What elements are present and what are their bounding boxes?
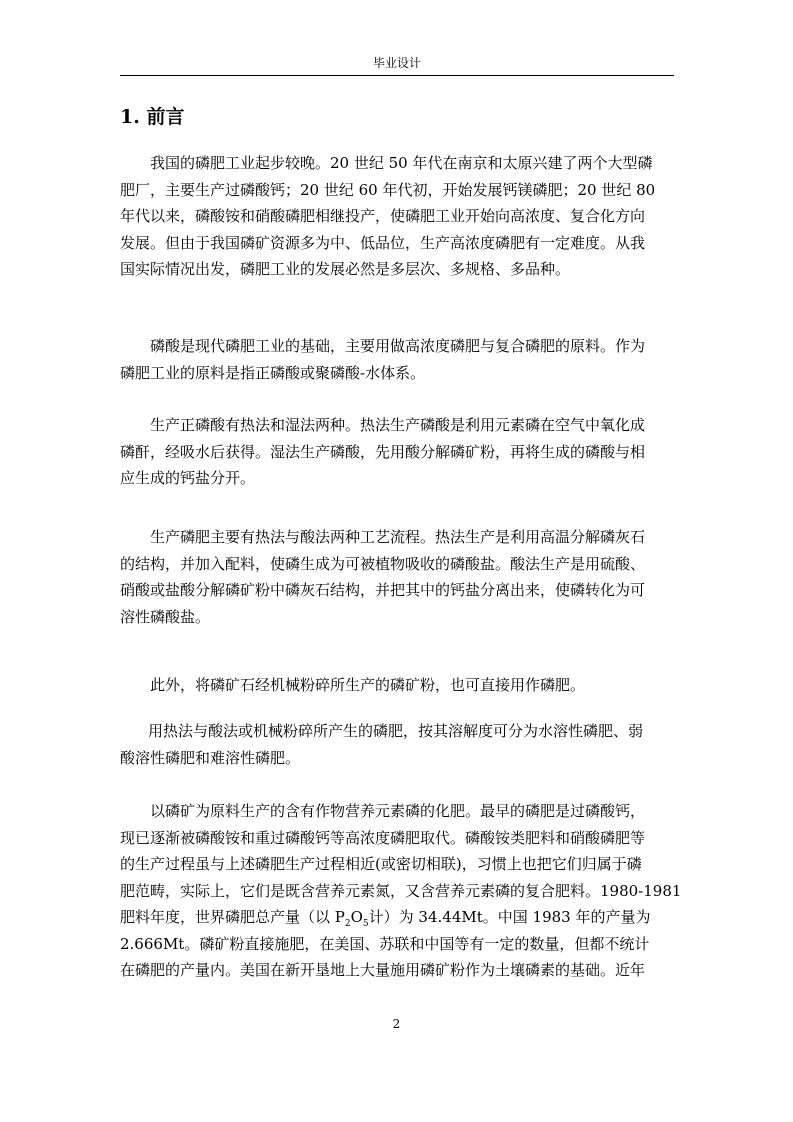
section-heading [120, 105, 184, 129]
paragraph-6 [120, 718, 674, 771]
text-line: 我国的磷肥工业起步较晚。20 世纪 50 年代在南京和太原兴建了两个大型磷 [150, 154, 653, 172]
text-line: 此外，将磷矿石经机械粉碎所生产的磷矿粉，也可直接用作磷肥。 [150, 676, 586, 694]
paragraph-2 [120, 333, 674, 386]
page-number: 2 [392, 1017, 401, 1031]
subscript: 5 [362, 919, 369, 929]
text-line: 用热法与酸法或机械粉碎所产生的磷肥，按其溶解度可分为水溶性磷肥、弱 [148, 722, 644, 740]
text-line: 的结构，并加入配料，使磷生成为可被植物吸收的磷酸盐。酸法生产是用硫酸、 [120, 554, 646, 573]
paragraph-5 [120, 672, 674, 699]
paragraph-1 [120, 150, 674, 283]
text-line: 发展。但由于我国磷矿资源多为中、低品位，生产高浓度磷肥有一定难度。从我 [120, 233, 646, 252]
text-segment: 肥料年度，世界磷肥总产量（以 P [120, 908, 345, 926]
text-line: 磷酐，经吸水后获得。湿法生产磷酸，先用酸分解磷矿粉，再将生成的磷酸与相 [120, 442, 646, 461]
text-line: 酸溶性磷肥和难溶性磷肥。 [120, 748, 301, 767]
paragraph-4 [120, 524, 674, 630]
text-line: 肥范畴，实际上，它们是既含营养元素氮，又含营养元素磷的复合肥料。1980-1981 [120, 881, 682, 900]
text-line: 在磷肥的产量内。美国在新开垦地上大量施用磷矿粉作为土壤磷素的基础。近年 [120, 961, 646, 979]
text-line: 磷肥工业的原料是指正磷酸或聚磷酸-水体系。 [120, 363, 426, 382]
text-line: 生产正磷酸有热法和湿法两种。热法生产磷酸是利用元素磷在空气中氧化成 [150, 416, 646, 434]
text-line: 以磷矿为原料生产的含有作物营养元素磷的化肥。最早的磷肥是过磷酸钙， [150, 802, 646, 820]
text-line: 国实际情况出发，磷肥工业的发展必然是多层次、多规格、多品种。 [120, 260, 571, 278]
section-title: 前言 [146, 106, 185, 128]
subscript: 2 [344, 919, 351, 929]
text-line: 硝酸或盐酸分解磷矿粉中磷灰石结构，并把其中的钙盐分离出来，使磷转化为可 [120, 581, 646, 599]
header-divider [120, 75, 674, 76]
text-line: 2.666Mt。磷矿粉直接施肥，在美国、苏联和中国等有一定的数量，但都不统计 [120, 934, 650, 953]
page-header: 毕业设计 [372, 56, 421, 70]
paragraph-3 [120, 412, 674, 492]
paragraph-7 [120, 798, 682, 984]
text-line: 磷酸是现代磷肥工业的基础，主要用做高浓度磷肥与复合磷肥的原料。作为 [150, 337, 646, 355]
text-line: 的生产过程虽与上述磷肥生产过程相近(或密切相联)，习惯上也把它们归属于磷 [120, 855, 642, 873]
text-segment: O [350, 908, 363, 926]
text-line: 生产磷肥主要有热法与酸法两种工艺流程。热法生产是利用高温分解磷灰石 [150, 528, 646, 546]
text-line: 溶性磷酸盐。 [120, 607, 211, 626]
text-line: 应生成的钙盐分开。 [120, 469, 256, 487]
text-line: 年代以来，磷酸铵和硝酸磷肥相继投产，使磷肥工业开始向高浓度、复合化方向 [120, 207, 646, 225]
text-line: 肥厂，主要生产过磷酸钙；20 世纪 60 年代初，开始发展钙镁磷肥；20 世纪 80 [120, 180, 656, 199]
section-number: 1. [120, 106, 140, 128]
text-line: 现已逐渐被磷酸铵和重过磷酸钙等高浓度磷肥取代。磷酸铵类肥料和硝酸磷肥等 [120, 828, 646, 847]
text-segment: 计）为 34.44Mt。中国 1983 年的产量为 [368, 908, 651, 926]
text-line [120, 904, 674, 931]
